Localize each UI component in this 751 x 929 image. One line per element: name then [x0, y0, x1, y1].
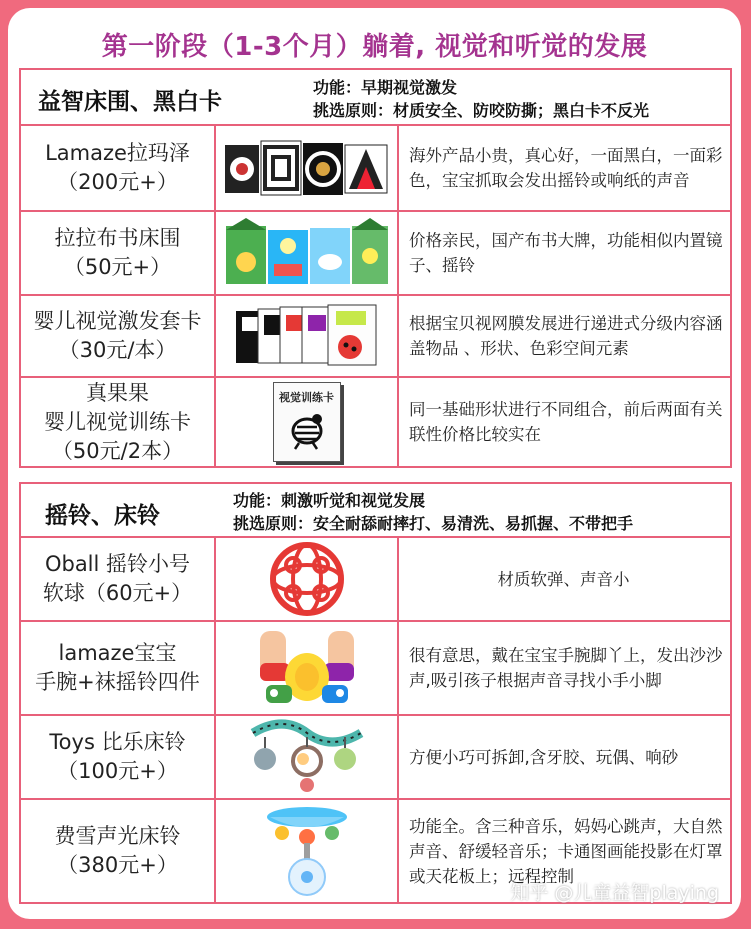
product-name-cell [21, 378, 216, 466]
table-row [21, 538, 730, 622]
book-cover-title: 视觉训练卡 [279, 391, 334, 404]
product-image-cell [216, 126, 399, 210]
section-function: 功能：早期视觉激发 [313, 78, 458, 97]
product-name-line2: 婴儿视觉训练卡 [44, 409, 191, 434]
table-row [21, 622, 730, 716]
wrist-sock-rattles-image [252, 627, 362, 709]
product-name: 费雪声光床铃 [54, 824, 181, 848]
product-description: 功能全。含三种音乐，妈妈心跳声，大自然声音、舒缓轻音乐；卡通图画能投影在灯罩或天花板上；远程控制 [409, 816, 723, 886]
product-name-cell [21, 296, 216, 376]
product-description: 根据宝贝视网膜发展进行递进式分级内容涵盖物品 、形状、色彩空间元素 [409, 314, 723, 358]
section-title: 摇铃、床铃 [45, 503, 160, 529]
product-price: （50元/2本） [51, 438, 184, 463]
product-name: 拉拉布书床围 [54, 226, 181, 250]
product-name-cell [21, 212, 216, 294]
section-table-2 [19, 482, 732, 904]
table-row [21, 296, 730, 378]
product-name-cell [21, 538, 216, 620]
product-desc-cell [399, 716, 730, 798]
watermark: 知乎 @儿童益智playing [510, 882, 719, 904]
colorful-cloth-crib-bumper-image [222, 216, 392, 290]
product-desc-cell [399, 212, 730, 294]
product-image-cell [216, 296, 399, 376]
product-name: Oball 摇铃小号 [44, 552, 191, 576]
product-price: （380元+） [57, 853, 178, 877]
visual-card-set-image [232, 303, 382, 369]
product-desc-cell [399, 126, 730, 210]
product-description: 材质软弹、声音小 [497, 569, 630, 589]
product-image-cell [216, 800, 399, 902]
musical-crib-mobile-image [252, 803, 362, 899]
product-desc-cell [399, 622, 730, 714]
product-description: 方便小巧可拆卸,含牙胶、玩偶、响砂 [409, 747, 679, 767]
product-image-cell [216, 716, 399, 798]
section-principle: 挑选原则：材质安全、防咬防撕；黑白卡不反光 [313, 101, 650, 120]
table-row [21, 378, 730, 466]
product-price: （50元+） [63, 255, 172, 279]
product-name: 婴儿视觉激发套卡 [33, 309, 202, 333]
product-description: 很有意思，戴在宝宝手腕脚丫上，发出沙沙声,吸引孩子根据声音寻找小手小脚 [409, 646, 723, 690]
bird-drawing-icon [287, 407, 327, 451]
product-name: Toys 比乐床铃 [49, 730, 186, 754]
product-desc-cell [399, 296, 730, 376]
product-name-cell [21, 716, 216, 798]
product-image-cell [216, 622, 399, 714]
product-price: （100元+） [57, 759, 178, 783]
product-name: lamaze宝宝 [58, 641, 177, 665]
product-name: Lamaze拉玛泽 [45, 141, 190, 165]
product-name-cell [21, 800, 216, 902]
table-row [21, 716, 730, 800]
product-name: 真果果 [86, 380, 149, 405]
table-row [21, 212, 730, 296]
section-header [21, 70, 730, 126]
product-desc-cell [399, 538, 730, 620]
product-description: 价格亲民，国产布书大牌，功能相似内置镜子、摇铃 [409, 231, 723, 275]
visual-training-card-book-image [273, 382, 341, 462]
product-price: （200元+） [57, 170, 178, 194]
section-title: 益智床围、黑白卡 [38, 89, 222, 115]
product-description: 同一基础形状进行不同组合，前后两面有关联性价格比较实在 [409, 400, 723, 444]
product-image-cell [216, 538, 399, 620]
product-price: （30元/本） [58, 338, 177, 362]
product-price: 软球（60元+） [42, 581, 193, 605]
product-name-cell [21, 622, 216, 714]
oball-rattle-ball-image [267, 541, 347, 617]
product-desc-cell [399, 378, 730, 466]
product-image-cell [216, 212, 399, 294]
spiral-crib-toy-image [243, 719, 371, 795]
content-card [8, 8, 741, 919]
product-name-line2: 手腕+袜摇铃四件 [35, 670, 200, 694]
section-principle: 挑选原则：安全耐舔耐摔打、易清洗、易抓握、不带把手 [233, 514, 634, 533]
table-row [21, 126, 730, 212]
section-function: 功能：刺激听觉和视觉发展 [233, 491, 426, 510]
product-name-cell [21, 126, 216, 210]
section-header [21, 484, 730, 538]
section-table-1 [19, 68, 732, 468]
product-description: 海外产品小贵，真心好，一面黑白，一面彩色，宝宝抓取会发出摇铃或响纸的声音 [409, 146, 723, 190]
page-title: 第一阶段（1-3个月）躺着, 视觉和听觉的发展 [101, 32, 648, 62]
black-white-cloth-book-image [223, 133, 391, 203]
product-image-cell [216, 378, 399, 466]
